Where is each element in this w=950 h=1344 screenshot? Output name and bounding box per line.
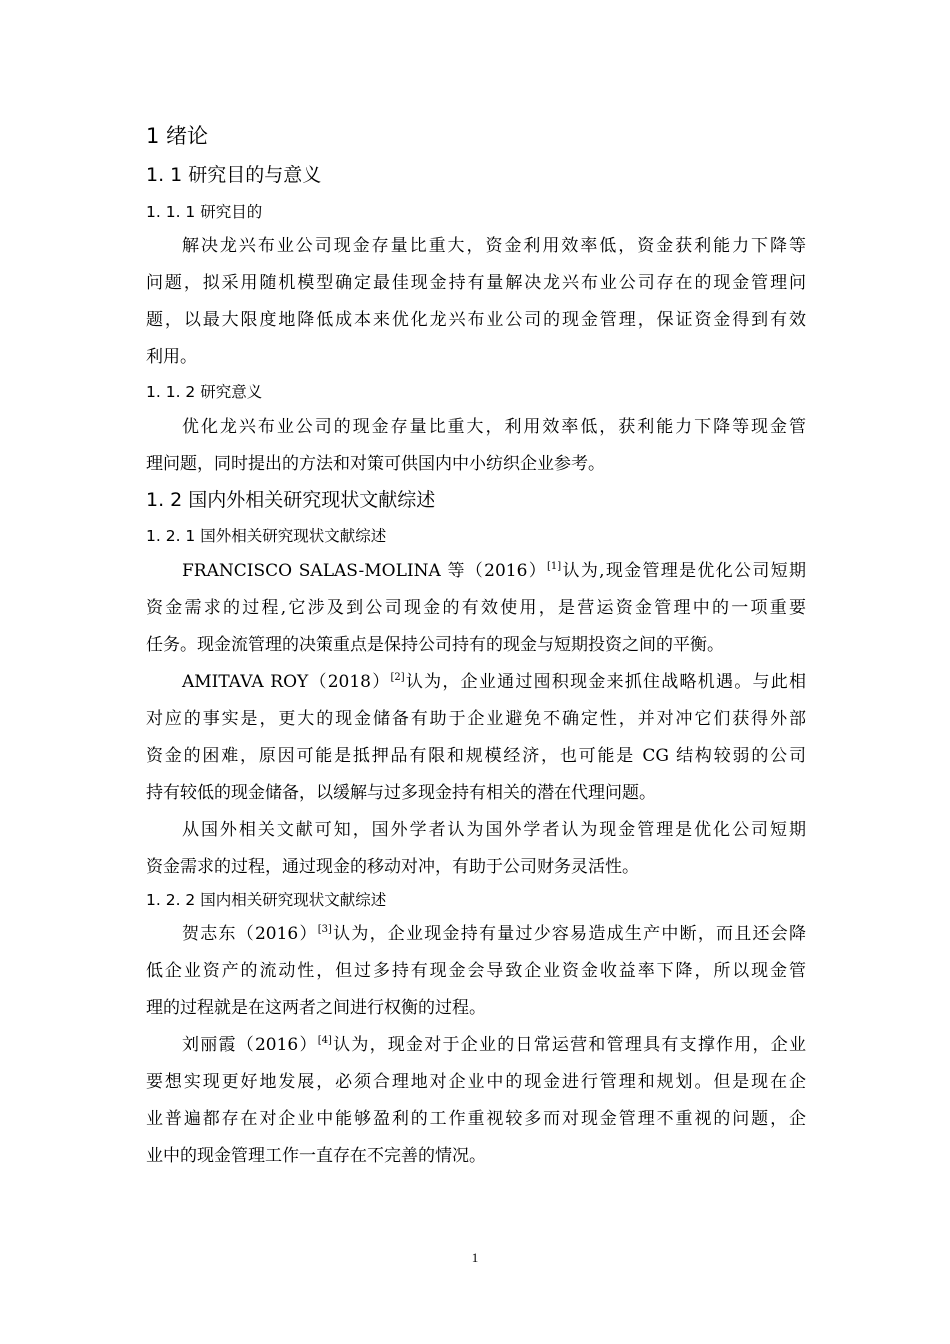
paragraph-line: 业中的现金管理工作一直存在不完善的情况。: [146, 1146, 486, 1166]
subsection-heading-1-2-1: 1. 2. 1 国外相关研究现状文献综述: [146, 527, 387, 545]
citation-ref: [3]: [317, 924, 332, 935]
chapter-heading: 1 绪论: [146, 124, 209, 148]
paragraph-line: 任务。现金流管理的决策重点是保持公司持有的现金与短期投资之间的平衡。: [146, 635, 724, 655]
paragraph-line: 题，以最大限度地降低成本来优化龙兴布业公司的现金管理，保证资金得到有效: [146, 310, 806, 330]
section-heading-1-1: 1. 1 研究目的与意义: [146, 164, 322, 186]
paragraph-line: 资金需求的过程,它涉及到公司现金的有效使用，是营运资金管理中的一项重要: [146, 598, 806, 618]
page-number: 1: [471, 1250, 479, 1265]
paragraph-line: 贺志东（2016）[3]认为，企业现金持有量过少容易造成生产中断，而且还会降: [182, 924, 807, 944]
paragraph-line: 问题，拟采用随机模型确定最佳现金持有量解决龙兴布业公司存在的现金管理问: [146, 273, 806, 293]
paragraph-line: 持有较低的现金储备，以缓解与过多现金持有相关的潜在代理问题。: [146, 783, 656, 803]
paragraph-line: AMITAVA ROY（2018）[2]认为，企业通过囤积现金来抓住战略机遇。与此相: [182, 672, 807, 692]
paragraph-line: 低企业资产的流动性，但过多持有现金会导致企业资金收益率下降，所以现金管: [146, 961, 806, 981]
paragraph-line: 资金需求的过程，通过现金的移动对冲，有助于公司财务灵活性。: [146, 857, 639, 877]
citation-ref: [1]: [547, 561, 562, 572]
paragraph-line: 理问题，同时提出的方法和对策可供国内中小纺织企业参考。: [146, 454, 605, 474]
paragraph-line: 要想实现更好地发展，必须合理地对企业中的现金进行管理和规划。但是现在企: [146, 1072, 806, 1092]
subsection-heading-1-1-2: 1. 1. 2 研究意义: [146, 383, 263, 401]
paragraph-line: 优化龙兴布业公司的现金存量比重大，利用效率低，获利能力下降等现金管: [182, 417, 806, 437]
paragraph-line: 刘丽霞（2016）[4]认为，现金对于企业的日常运营和管理具有支撑作用，企业: [182, 1035, 807, 1055]
paragraph-line: 从国外相关文献可知，国外学者认为国外学者认为现金管理是优化公司短期: [182, 820, 806, 840]
paragraph-line: 利用。: [146, 347, 197, 367]
subsection-heading-1-1-1: 1. 1. 1 研究目的: [146, 203, 263, 221]
section-heading-1-2: 1. 2 国内外相关研究现状文献综述: [146, 489, 436, 511]
paragraph-line: 资金的困难，原因可能是抵押品有限和规模经济，也可能是 CG 结构较弱的公司: [146, 746, 806, 766]
paragraph-line: 业普遍都存在对企业中能够盈利的工作重视较多而对现金管理不重视的问题，企: [146, 1109, 806, 1129]
citation-ref: [4]: [317, 1035, 332, 1046]
subsection-heading-1-2-2: 1. 2. 2 国内相关研究现状文献综述: [146, 891, 387, 909]
paragraph-line: FRANCISCO SALAS-MOLINA 等（2016）[1]认为,现金管理是优化公司短期: [182, 561, 807, 581]
paragraph-line: 对应的事实是，更大的现金储备有助于企业避免不确定性，并对冲它们获得外部: [146, 709, 806, 729]
paragraph-line: 解决龙兴布业公司现金存量比重大，资金利用效率低，资金获利能力下降等: [182, 236, 806, 256]
paragraph-line: 理的过程就是在这两者之间进行权衡的过程。: [146, 998, 486, 1018]
citation-ref: [2]: [390, 672, 405, 683]
